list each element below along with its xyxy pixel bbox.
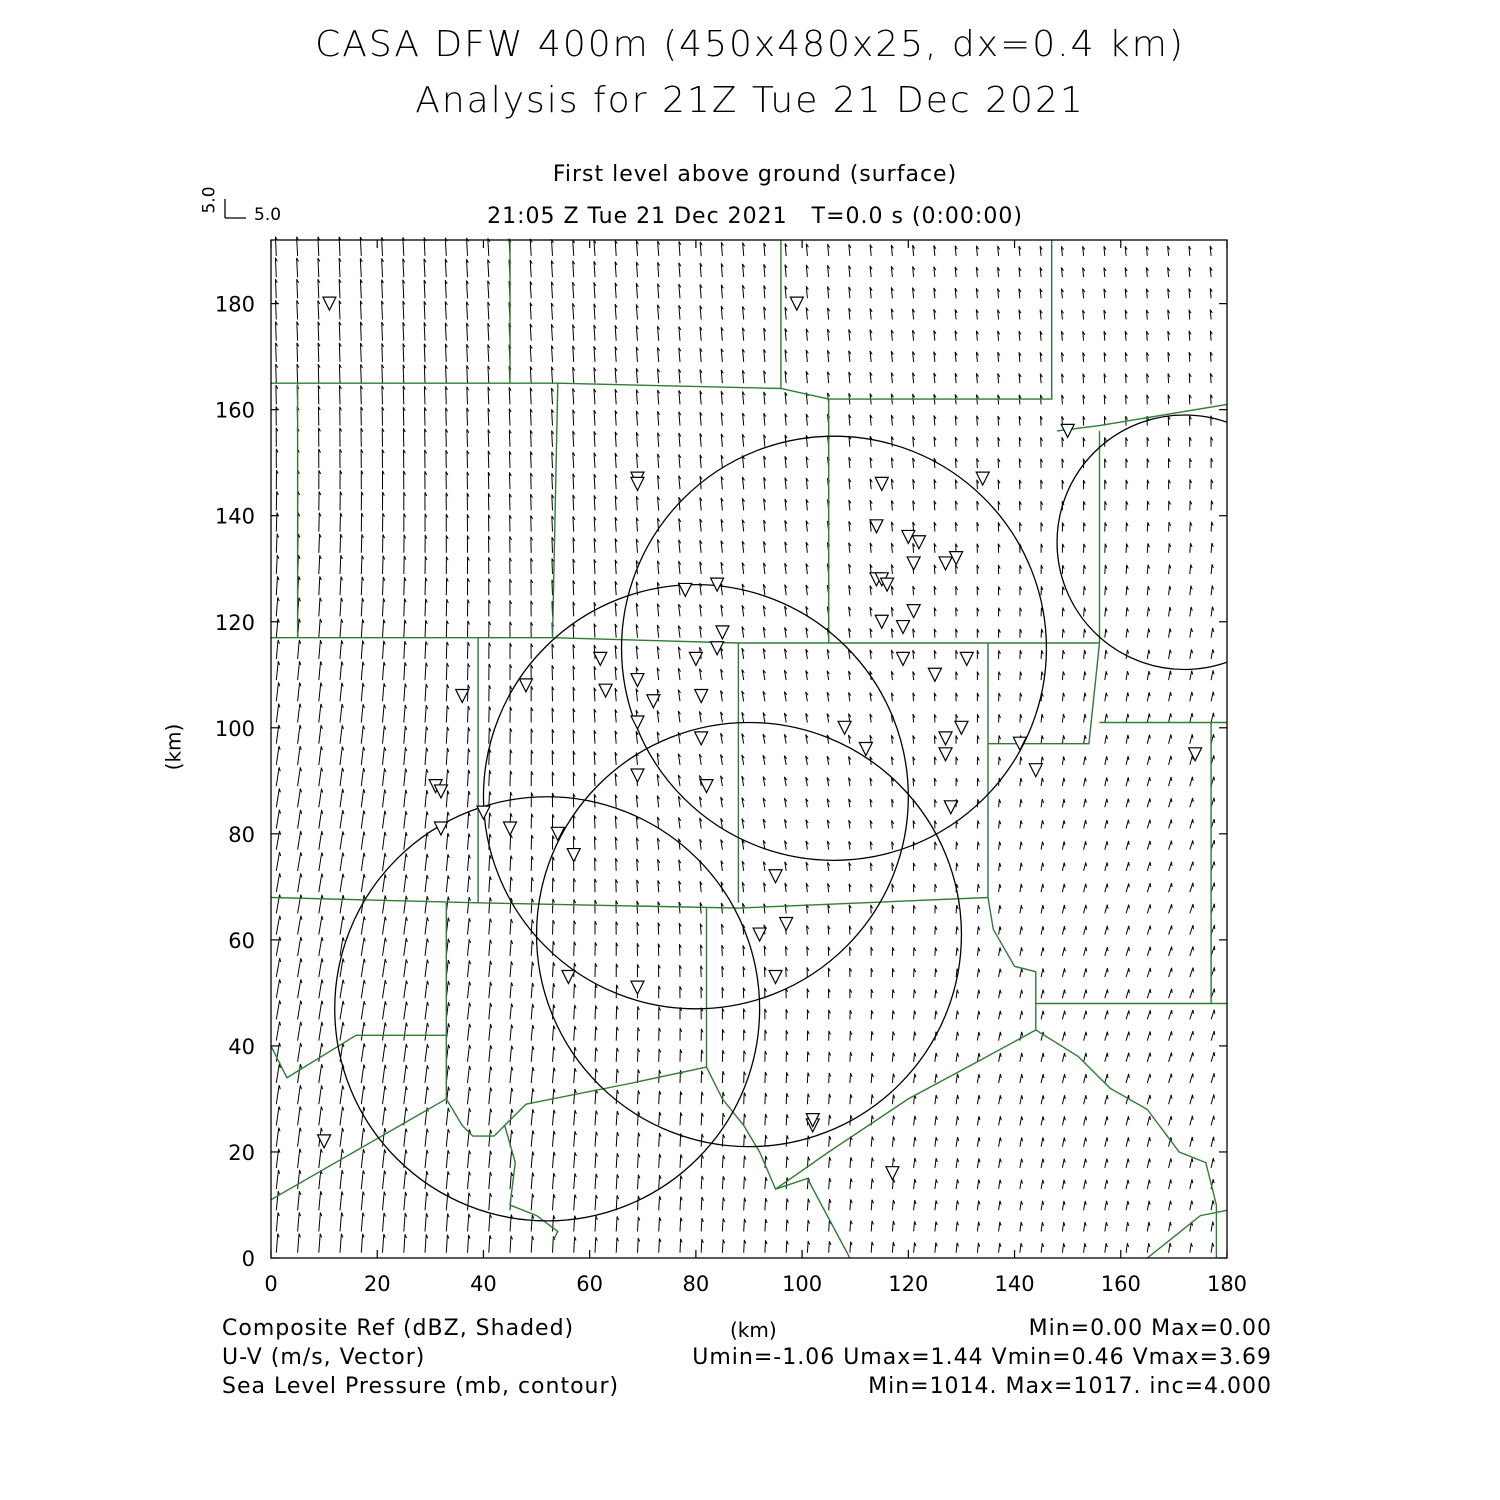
station-marker xyxy=(780,917,793,930)
station-marker xyxy=(689,652,702,665)
x-axis-label: (km) xyxy=(730,1318,777,1342)
y-tick-label: 80 xyxy=(228,822,255,847)
station-marker xyxy=(790,297,803,310)
y-tick-label: 120 xyxy=(214,610,255,635)
plot-frame xyxy=(271,240,1227,1258)
station-marker xyxy=(907,605,920,618)
y-tick-label: 100 xyxy=(214,716,255,741)
station-marker xyxy=(1061,424,1074,437)
wind-vector-arrows xyxy=(275,237,1214,1253)
field-legend-pressure: Sea Level Pressure (mb, contour) xyxy=(222,1374,620,1399)
y-tick-label: 20 xyxy=(228,1140,255,1165)
y-tick-label: 40 xyxy=(228,1034,255,1059)
wind-stats: Umin=-1.06 Umax=1.44 Vmin=0.46 Vmax=3.69 xyxy=(692,1345,1272,1370)
station-marker xyxy=(838,721,851,734)
station-marker xyxy=(875,477,888,490)
station-marker xyxy=(769,870,782,883)
field-legend-wind: U-V (m/s, Vector) xyxy=(222,1345,426,1370)
pressure-stats: Min=1014. Max=1017. inc=4.000 xyxy=(868,1374,1272,1399)
station-marker xyxy=(939,748,952,761)
station-marker xyxy=(567,849,580,862)
county-line xyxy=(271,1035,446,1077)
station-marker xyxy=(477,806,490,819)
station-marker xyxy=(907,557,920,570)
x-tick-label: 20 xyxy=(363,1272,391,1296)
station-marker xyxy=(886,1167,899,1180)
station-marker xyxy=(631,477,644,490)
station-marker xyxy=(562,970,575,983)
reference-vector-v-label: 5.0 xyxy=(199,186,220,214)
station-marker xyxy=(769,970,782,983)
x-tick-label: 40 xyxy=(470,1272,497,1296)
station-marker xyxy=(631,716,644,729)
y-axis-ticks xyxy=(215,293,1227,1271)
station-marker xyxy=(870,520,883,533)
county-line xyxy=(988,643,1100,744)
station-marker xyxy=(859,743,872,756)
radar-ring xyxy=(1057,415,1312,670)
y-tick-label: 60 xyxy=(228,928,255,953)
reference-vector-u-label: 5.0 xyxy=(254,205,282,225)
station-marker xyxy=(939,557,952,570)
county-line xyxy=(707,908,850,1258)
station-marker xyxy=(519,679,532,692)
station-marker xyxy=(1029,764,1042,777)
station-marker xyxy=(928,668,941,681)
y-tick-label: 140 xyxy=(214,504,255,529)
station-markers xyxy=(318,297,1202,1180)
level-subtitle: First level above ground (surface) xyxy=(552,162,958,187)
x-tick-label: 60 xyxy=(576,1272,604,1296)
wind-vector-field xyxy=(275,237,1214,1253)
valid-time-label: 21:05 Z Tue 21 Dec 2021 T=0.0 s (0:00:00) xyxy=(487,204,1023,229)
station-marker xyxy=(594,652,607,665)
county-line xyxy=(271,638,1100,643)
reflectivity-stats: Min=0.00 Max=0.00 xyxy=(1028,1316,1272,1341)
radar-range-rings xyxy=(335,415,1312,1221)
radar-ring xyxy=(537,722,962,1146)
x-tick-label: 100 xyxy=(782,1272,823,1296)
y-tick-label: 180 xyxy=(214,292,255,317)
station-marker xyxy=(955,721,968,734)
x-tick-label: 0 xyxy=(264,1272,278,1296)
station-marker xyxy=(631,981,644,994)
x-axis-ticks xyxy=(264,240,1247,1296)
station-marker xyxy=(960,652,973,665)
x-tick-label: 140 xyxy=(994,1272,1035,1296)
title-line-1: CASA DFW 400m (450x480x25, dx=0.4 km) xyxy=(315,24,1185,65)
station-marker xyxy=(456,689,469,702)
field-legend-reflectivity: Composite Ref (dBZ, Shaded) xyxy=(222,1316,575,1341)
station-marker xyxy=(1189,748,1202,761)
county-line xyxy=(271,1099,526,1200)
county-line xyxy=(1036,1004,1217,1259)
county-line xyxy=(1057,404,1227,431)
county-line xyxy=(553,383,558,638)
x-tick-label: 120 xyxy=(888,1272,929,1296)
x-tick-label: 180 xyxy=(1206,1272,1248,1296)
station-marker xyxy=(897,621,910,634)
x-tick-label: 80 xyxy=(682,1272,710,1296)
station-marker xyxy=(631,769,644,782)
station-marker xyxy=(944,801,957,814)
station-marker xyxy=(504,822,517,835)
station-marker xyxy=(875,615,888,628)
station-marker xyxy=(897,652,910,665)
station-marker xyxy=(695,689,708,702)
station-marker xyxy=(599,684,612,697)
y-axis-label: (km) xyxy=(161,723,186,771)
station-marker xyxy=(647,695,660,708)
radar-ring xyxy=(622,436,1047,860)
station-marker xyxy=(323,297,336,310)
station-marker xyxy=(700,780,713,793)
county-line xyxy=(1147,1210,1227,1258)
county-boundaries xyxy=(271,240,1227,1258)
station-marker xyxy=(631,674,644,687)
y-tick-label: 160 xyxy=(214,398,255,423)
reference-vector-icon xyxy=(225,199,246,218)
county-line xyxy=(776,1030,1036,1189)
y-tick-label: 0 xyxy=(241,1247,255,1271)
station-marker xyxy=(753,928,766,941)
station-marker xyxy=(939,732,952,745)
title-line-2: Analysis for 21Z Tue 21 Dec 2021 xyxy=(415,80,1085,121)
x-tick-label: 160 xyxy=(1100,1272,1141,1296)
station-marker xyxy=(679,583,692,596)
station-marker xyxy=(695,732,708,745)
station-marker xyxy=(716,626,729,639)
